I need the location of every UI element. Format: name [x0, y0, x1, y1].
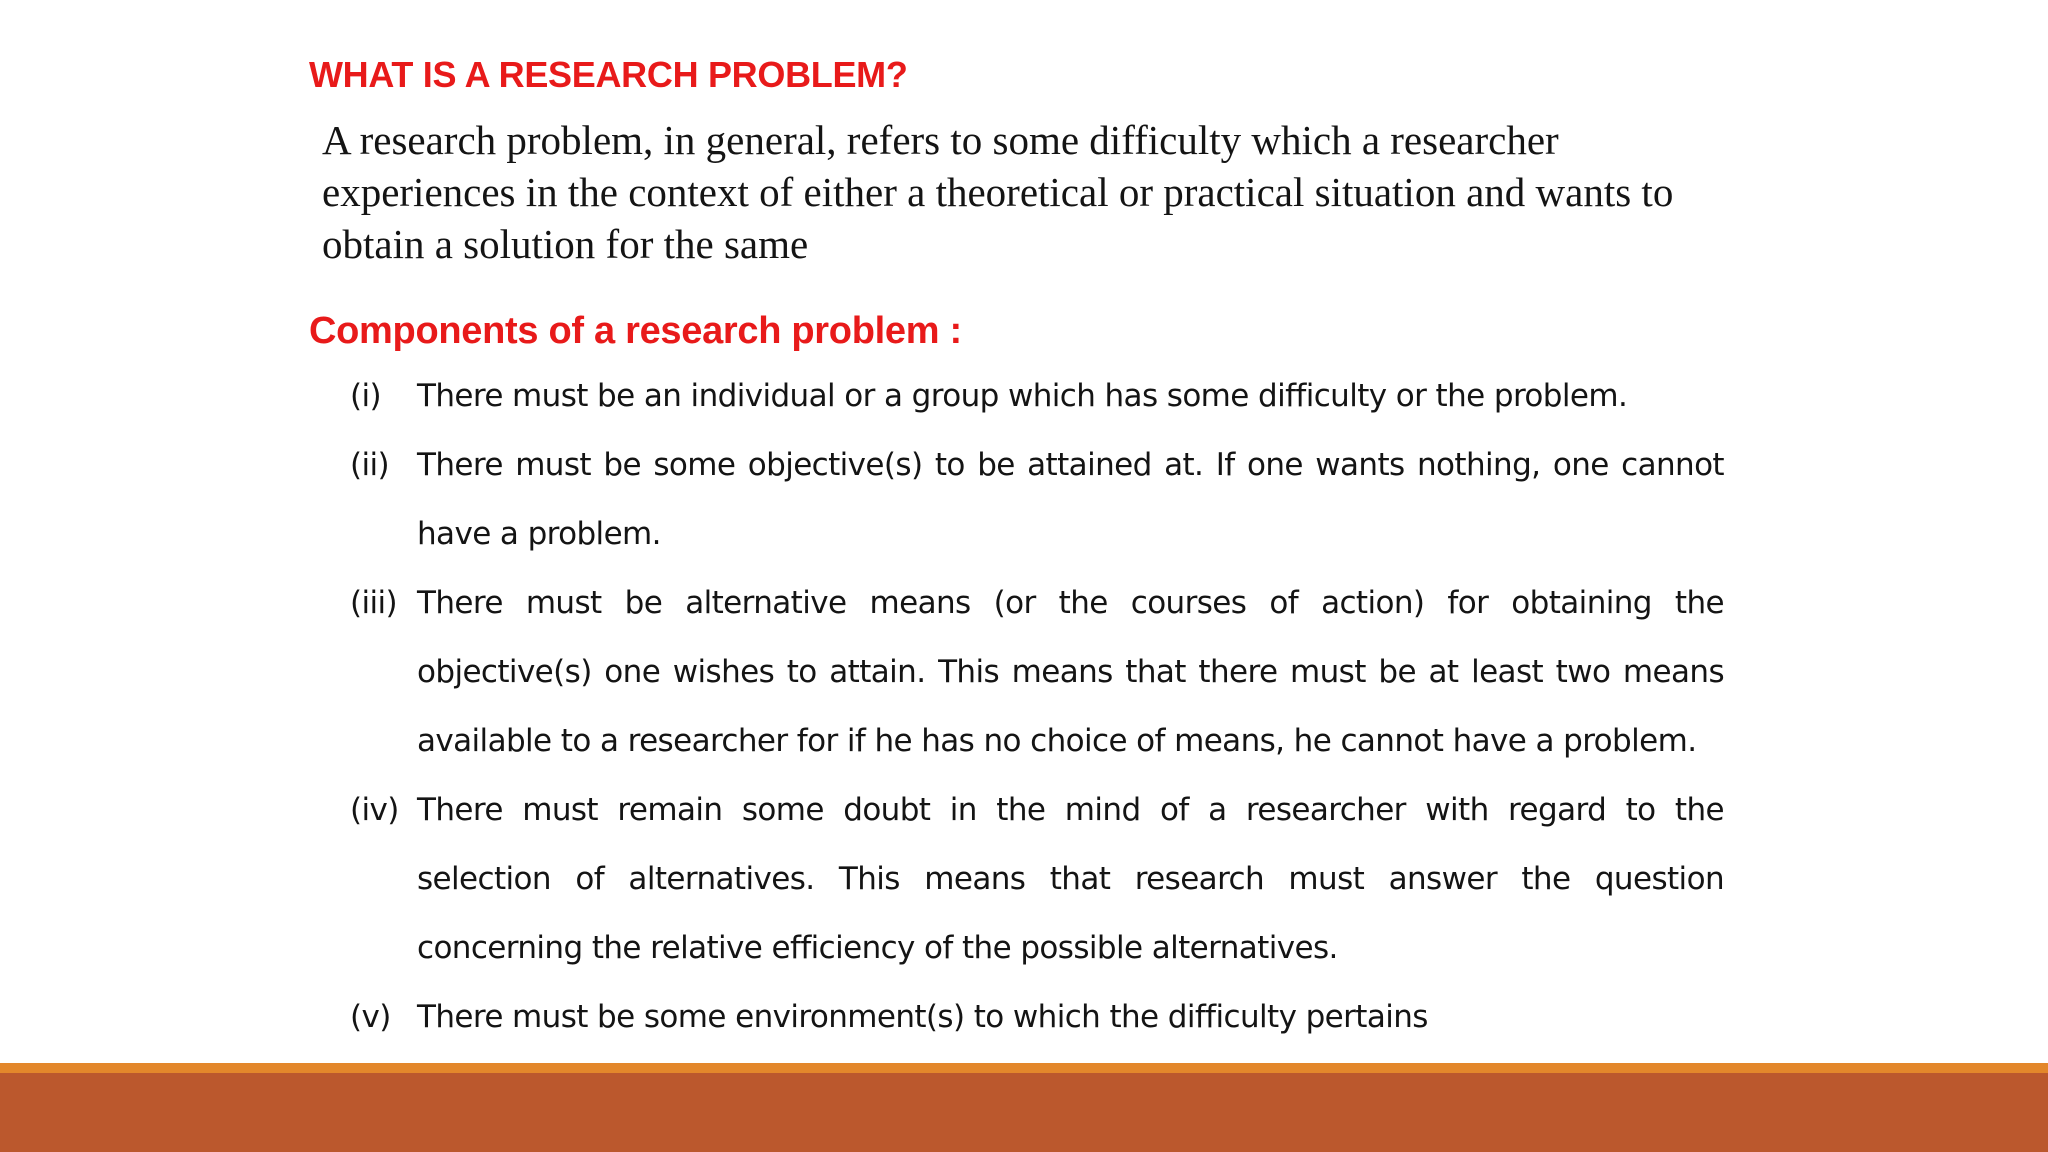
list-item	[350, 362, 1724, 431]
footer-accent-stripe	[0, 1063, 2048, 1073]
list-item-number: (iii)	[350, 585, 398, 621]
list-item-number: (ii)	[350, 447, 390, 483]
footer-band	[0, 1073, 2048, 1152]
list-item-number: (v)	[350, 999, 391, 1035]
list-item-text: There must be alternative means (or the courses of action) for obtaining the objective(s) one wishes to attain. This means that there must be at least two means available to a researcher for if he has no choice of means, he cannot have a problem.	[417, 585, 1724, 759]
list-item-number: (iv)	[350, 792, 399, 828]
components-list	[350, 362, 1724, 1052]
list-item-text: There must be some environment(s) to which the difficulty pertains	[417, 999, 1428, 1035]
list-item-text: There must remain some doubt in the mind of a researcher with regard to the selection of alternatives. This means that research must answer the question concerning the relative efficiency of the possible alternatives.	[417, 792, 1724, 966]
list-item-number: (i)	[350, 378, 382, 414]
list-item	[350, 983, 1724, 1052]
list-item	[350, 431, 1724, 569]
list-item	[350, 776, 1724, 983]
list-item-text: There must be some objective(s) to be attained at. If one wants nothing, one cannot have a problem.	[417, 447, 1724, 552]
components-heading: Components of a research problem :	[309, 310, 962, 352]
definition-paragraph: A research problem, in general, refers to some difficulty which a researcher experiences in the context of either a theoretical or practical situation and wants to obtain a solution for the same	[322, 117, 1674, 267]
list-item	[350, 569, 1724, 776]
list-item-text: There must be an individual or a group which has some difficulty or the problem.	[417, 378, 1628, 414]
slide-title: WHAT IS A RESEARCH PROBLEM?	[309, 54, 908, 95]
